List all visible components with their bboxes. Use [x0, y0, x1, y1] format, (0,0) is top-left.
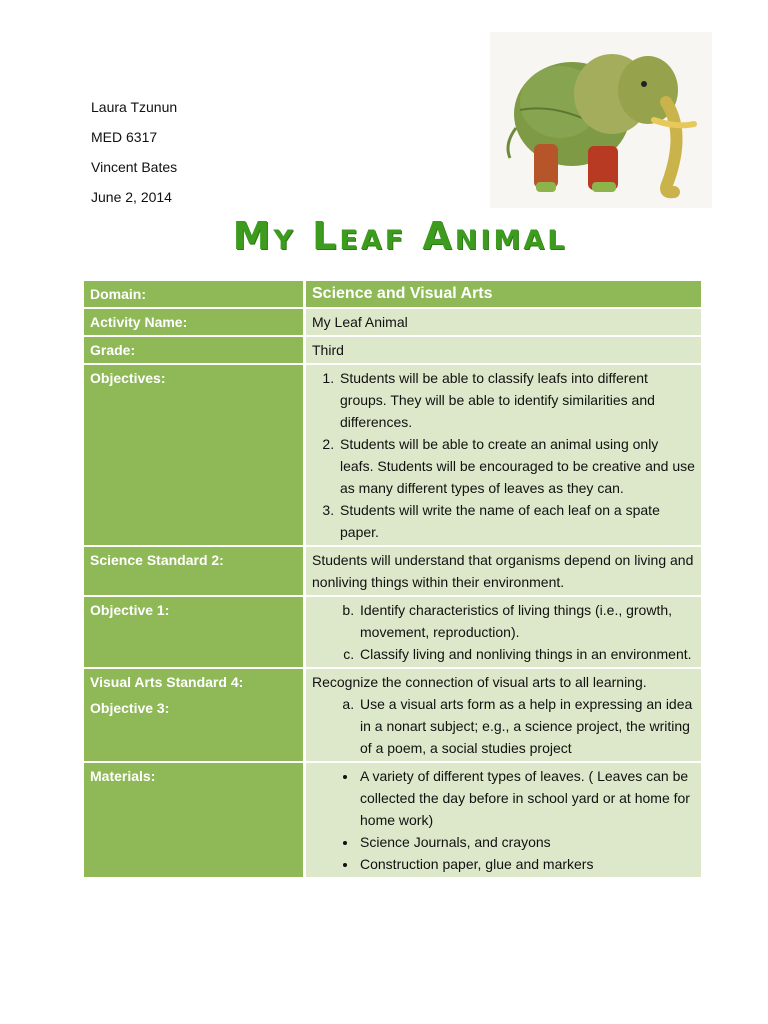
domain-label: Domain:: [84, 281, 303, 307]
author-block: [91, 92, 177, 212]
table-row: [84, 337, 701, 363]
materials-label: Materials:: [84, 763, 303, 877]
visual-arts-standard-text: Recognize the connection of visual arts to all learning.: [312, 674, 647, 690]
table-row: [84, 597, 701, 667]
grade-value: Third: [303, 337, 701, 363]
leaf-elephant-image: [490, 32, 712, 208]
domain-value: Science and Visual Arts: [303, 281, 701, 307]
objective-3-list: [312, 693, 695, 759]
table-row: [84, 763, 701, 877]
activity-label: Activity Name:: [84, 309, 303, 335]
list-item: 2. Students will be able to create an animal using only leafs. Students will be encouraged to be creative and use as many different types of leaves as they can.: [338, 433, 695, 499]
grade-label: Grade:: [84, 337, 303, 363]
objectives-list: [312, 367, 695, 543]
visual-arts-label: [84, 669, 303, 761]
document-date: June 2, 2014: [91, 189, 172, 205]
list-item: • A variety of different types of leaves. ( Leaves can be collected the day before in school yard or at home for home work): [358, 765, 695, 831]
objectives-label: Objectives:: [84, 365, 303, 545]
page-title: My Leaf Animal: [232, 214, 568, 258]
visual-arts-standard-label: Visual Arts Standard 4:: [90, 674, 244, 690]
list-item: a. Use a visual arts form as a help in expressing an idea in a nonart subject; e.g., a science project, the writing of a poem, a social studies project: [358, 693, 695, 759]
objectives-value: [303, 365, 701, 545]
table-row: [84, 281, 701, 307]
table-row: [84, 669, 701, 761]
activity-value: My Leaf Animal: [303, 309, 701, 335]
objective-1-label: Objective 1:: [84, 597, 303, 667]
table-row: [84, 547, 701, 595]
list-item: 1. Students will be able to classify leafs into different groups. They will be able to identify similarities and differences.: [338, 367, 695, 433]
science-standard-label: Science Standard 2:: [84, 547, 303, 595]
list-item: b. Identify characteristics of living things (i.e., growth, movement, reproduction).: [358, 599, 695, 643]
visual-arts-value: [303, 669, 701, 761]
list-item: 3. Students will write the name of each leaf on a spate paper.: [338, 499, 695, 543]
course-code: MED 6317: [91, 129, 158, 145]
lesson-plan-table: [84, 279, 701, 879]
science-standard-value: Students will understand that organisms depend on living and nonliving things within their environment.: [303, 547, 701, 595]
table-row: [84, 365, 701, 545]
materials-value: [303, 763, 701, 877]
objective-1-list: [312, 599, 695, 665]
author-name: Laura Tzunun: [91, 99, 178, 115]
objective-1-value: [303, 597, 701, 667]
materials-list: [312, 765, 695, 875]
objective-3-label: Objective 3:: [90, 700, 170, 716]
table-row: [84, 309, 701, 335]
list-item: • Science Journals, and crayons: [358, 831, 695, 853]
instructor-name: Vincent Bates: [91, 159, 178, 175]
list-item: • Construction paper, glue and markers: [358, 853, 695, 875]
list-item: c. Classify living and nonliving things in an environment.: [358, 643, 695, 665]
